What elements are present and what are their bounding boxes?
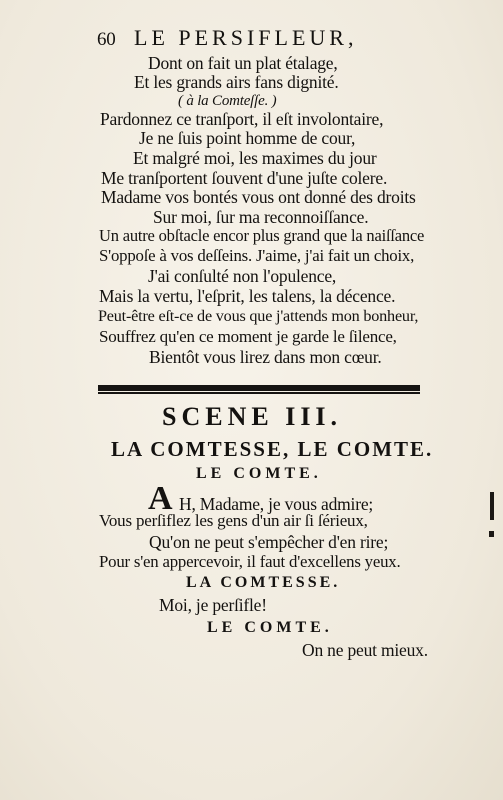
verse-line: Madame vos bontés vous ont donné des droits xyxy=(101,187,416,207)
margin-mark xyxy=(490,492,494,520)
verse-line: Et malgré moi, les maximes du jour xyxy=(133,148,377,168)
verse-line: Mais la vertu, l'eſprit, les talens, la décence. xyxy=(99,286,396,306)
verse-line: Me tranſportent ſouvent d'une juſte colere. xyxy=(101,168,388,188)
verse-line: J'ai conſulté non l'opulence, xyxy=(148,266,337,286)
verse-line: S'oppoſe à vos deſſeins. J'aime, j'ai fait un choix, xyxy=(99,246,415,265)
verse-line: Vous perſiflez les gens d'un air ſi ſérieux, xyxy=(99,511,368,530)
verse-line: Je ne ſuis point homme de cour, xyxy=(139,128,356,148)
speaker-name: LE COMTE. xyxy=(207,619,333,636)
scene-title: SCENE III. xyxy=(162,402,343,431)
stage-direction: ( à la Comteſſe. ) xyxy=(178,93,277,109)
verse-line: Un autre obſtacle encor plus grand que la naiſſance xyxy=(99,226,425,245)
scene-characters: LA COMTESSE, LE COMTE. xyxy=(111,437,434,461)
verse-line: Et les grands airs fans dignité. xyxy=(134,72,339,92)
verse-line: Pardonnez ce tranſport, il eſt involontaire, xyxy=(100,109,384,129)
verse-line: H, Madame, je vous admire; xyxy=(179,494,374,514)
verse-line: Souffrez qu'en ce moment je garde le ſilence, xyxy=(99,327,397,346)
verse-line: Moi, je perſifle! xyxy=(159,595,267,615)
verse-line: Sur moi, ſur ma reconnoiſſance. xyxy=(153,207,369,227)
speaker-name: LA COMTESSE. xyxy=(186,574,341,591)
verse-line: Pour s'en appercevoir, il faut d'excellens yeux. xyxy=(99,552,401,571)
verse-line: On ne peut mieux. xyxy=(302,640,428,660)
drop-initial: A xyxy=(148,480,173,517)
verse-line: Dont on fait un plat étalage, xyxy=(148,53,338,73)
running-title: LE PERSIFLEUR, xyxy=(134,25,358,50)
section-rule xyxy=(98,385,420,391)
verse-line: Qu'on ne peut s'empêcher d'en rire; xyxy=(149,532,389,552)
speaker-name: LE COMTE. xyxy=(196,465,322,482)
margin-mark xyxy=(489,531,494,537)
section-rule-thin xyxy=(98,392,420,394)
verse-line: Bientôt vous lirez dans mon cœur. xyxy=(149,347,382,367)
verse-line: Peut-être eſt-ce de vous que j'attends mon bonheur, xyxy=(98,307,419,325)
page-number: 60 xyxy=(97,29,116,50)
